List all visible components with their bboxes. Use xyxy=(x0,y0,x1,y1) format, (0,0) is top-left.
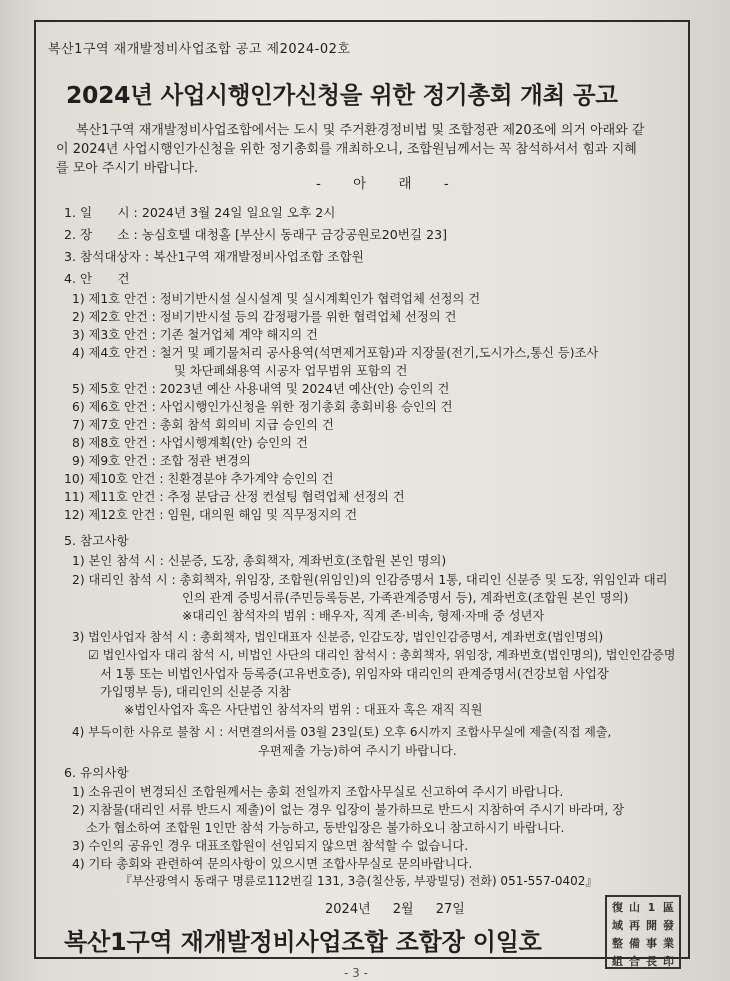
agenda-item: 6) 제6호 안건 : 사업시행인가신청을 위한 정기총회 총회비용 승인의 건 xyxy=(72,400,453,414)
reference-line: 2) 대리인 참석 시 : 총회책자, 위임장, 조합원(위임인)의 인감증명서 1통, 대리인 신분증 및 도장, 위임인과 대리 xyxy=(72,573,668,587)
official-seal xyxy=(605,895,681,969)
agenda-item: 10) 제10호 안건 : 친환경분야 추가계약 승인의 건 xyxy=(64,472,334,486)
reference-note: ※법인사업자 혹은 사단법인 참석자의 범위 : 대표자 혹은 재직 직원 xyxy=(124,703,483,717)
agenda-item: 11) 제11호 안건 : 추정 분담금 산정 컨설팅 협력업체 선정의 건 xyxy=(64,490,405,504)
caution-heading: 6. 유의사항 xyxy=(64,765,129,780)
agenda-heading: 4. 안 건 xyxy=(64,271,130,286)
caution-line: 3) 수인의 공유인 경우 대표조합원이 선임되지 않으면 참석할 수 없습니다. xyxy=(72,839,469,853)
seal-glyph: 發 xyxy=(663,919,674,932)
section-divider-label: - 아 래 - xyxy=(316,176,463,192)
agenda-item: 2) 제2호 안건 : 정비기반시설 등의 감정평가를 위한 협력업체 선정의 건 xyxy=(72,310,457,324)
seal-glyph: 域 xyxy=(612,919,623,932)
caution-line: 4) 기타 총회와 관련하여 문의사항이 있으시면 조합사무실로 문의바랍니다. xyxy=(72,857,473,871)
seal-glyph: 印 xyxy=(663,955,674,968)
agenda-item: 8) 제8호 안건 : 사업시행계획(안) 승인의 건 xyxy=(72,436,308,450)
page-number: - 3 - xyxy=(344,966,368,980)
date-row xyxy=(64,204,335,222)
venue-row xyxy=(64,226,447,244)
seal-glyph: 復 xyxy=(612,901,623,914)
date-label: 1. 일 시 : xyxy=(64,205,138,220)
seal-glyph: 再 xyxy=(629,919,640,932)
seal-glyph: 長 xyxy=(646,955,657,968)
seal-glyph: 備 xyxy=(629,937,640,950)
reference-line: ☑ 법인사업자 대리 참석 시, 비법인 사단의 대리인 참석시 : 총회책자, 위임장, 계좌번호(법인명의), 법인인감증명 xyxy=(88,648,676,662)
page-title: 2024년 사업시행인가신청을 위한 정기총회 개최 공고 xyxy=(66,81,618,109)
seal-glyph: 事 xyxy=(646,937,657,950)
reference-line: 3) 법인사업자 참석 시 : 총회책자, 법인대표자 신분증, 인감도장, 법인인감증명서, 계좌번호(법인명의) xyxy=(72,630,604,644)
seal-glyph: 開 xyxy=(646,919,657,932)
venue-value: 농심호텔 대청홀 [부산시 동래구 금강공원로20번길 23] xyxy=(141,227,448,242)
signer-name: 복산1구역 재개발정비사업조합 조합장 이일호 xyxy=(64,928,542,956)
intro-line: 를 모아 주시기 바랍니다. xyxy=(56,161,199,176)
reference-line: 4) 부득이한 사유로 불참 시 : 서면결의서를 03월 23일(토) 오후 6시까지 조합사무실에 제출(직접 제출, xyxy=(72,725,612,739)
reference-line: 서 1통 또는 비법인사업자 등록증(고유번호증), 위임자와 대리인의 관계증명서(건강보험 사업장 xyxy=(100,667,609,681)
venue-label: 2. 장 소 : xyxy=(64,227,138,242)
attendee-row xyxy=(64,248,364,266)
agenda-item: 5) 제5호 안건 : 2023년 예산 사용내역 및 2024년 예산(안) 승인의 건 xyxy=(72,382,450,396)
seal-glyph: 整 xyxy=(612,937,623,950)
agenda-item: 9) 제9호 안건 : 조합 정관 변경의 xyxy=(72,454,251,468)
attendee-label: 3. 참석대상자 : xyxy=(64,249,150,264)
intro-line: 복산1구역 재개발정비사업조합에서는 도시 및 주거환경정비법 및 조합정관 제20조에 의거 아래와 같 xyxy=(76,123,645,138)
seal-glyph: 1 xyxy=(647,901,656,914)
notice-number: 복산1구역 재개발정비사업조합 공고 제2024-02호 xyxy=(48,42,351,57)
seal-glyph: 區 xyxy=(663,901,674,914)
caution-line: 1) 소유권이 변경되신 조합원께서는 총회 전일까지 조합사무실로 신고하여 주시기 바랍니다. xyxy=(72,785,564,799)
reference-line: 인의 관계 증빙서류(주민등록등본, 가족관계증명서 등), 계좌번호(조합원 본인 명의) xyxy=(182,591,629,605)
reference-line: 우편제출 가능)하여 주시기 바랍니다. xyxy=(258,744,457,758)
caution-line: 2) 지참물(대리인 서류 반드시 제출)이 없는 경우 입장이 불가하므로 반드시 지참하여 주시기 바라며, 장 xyxy=(72,803,625,817)
seal-glyph: 業 xyxy=(663,937,674,950)
reference-heading: 5. 참고사항 xyxy=(64,533,129,548)
reference-note: ※대리인 참석자의 범위 : 배우자, 직계 존·비속, 형제·자매 중 성년자 xyxy=(182,609,545,623)
seal-glyph: 山 xyxy=(629,901,640,914)
agenda-item: 12) 제12호 안건 : 임원, 대의원 해임 및 직무정지의 건 xyxy=(64,508,358,522)
reference-line: 가입명부 등), 대리인의 신분증 지참 xyxy=(100,685,291,699)
agenda-item: 7) 제7호 안건 : 총회 참석 회의비 지급 승인의 건 xyxy=(72,418,334,432)
agenda-item: 1) 제1호 안건 : 정비기반시설 실시설계 및 실시계획인가 협력업체 선정의 건 xyxy=(72,292,481,306)
agenda-item-continued: 및 차단폐쇄용역 시공자 업무범위 포함의 건 xyxy=(174,364,408,378)
office-address: 『부산광역시 동래구 명륜로112번길 131, 3층(칠산동, 부광빌딩) 전화) 051-557-0402』 xyxy=(120,874,598,888)
date-value: 2024년 3월 24일 일요일 오후 2시 xyxy=(141,205,336,220)
reference-line: 1) 본인 참석 시 : 신분증, 도장, 총회책자, 계좌번호(조합원 본인 명의) xyxy=(72,554,447,568)
intro-line: 이 2024년 사업시행인가신청을 위한 정기총회를 개최하오니, 조합원님께서는 꼭 참석하셔서 힘과 지혜 xyxy=(56,142,637,157)
intro-paragraph xyxy=(56,121,666,178)
agenda-item: 4) 제4호 안건 : 철거 및 폐기물처리 공사용역(석면제거포함)과 지장물(전기,도시가스,통신 등)조사 xyxy=(72,346,599,360)
issue-date: 2024년 2월 27일 xyxy=(325,902,465,917)
attendee-value: 복산1구역 재개발정비사업조합 조합원 xyxy=(153,249,364,264)
caution-line: 소가 협소하여 조합원 1인만 참석 가능하고, 동반입장은 불가하오니 참고하시기 바랍니다. xyxy=(86,821,565,835)
seal-glyph: 組 xyxy=(612,955,623,968)
agenda-item: 3) 제3호 안건 : 기존 철거업체 계약 해지의 건 xyxy=(72,328,318,342)
seal-glyph: 合 xyxy=(629,955,640,968)
